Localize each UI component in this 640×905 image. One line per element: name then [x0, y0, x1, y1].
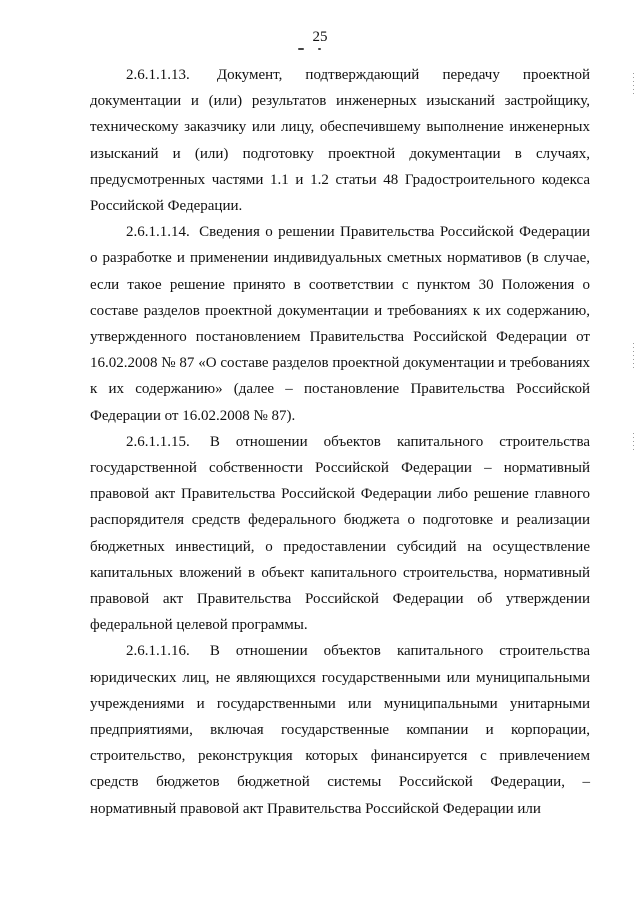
paragraph-text: В отношении объектов капитального строительства государственной собственности Российской Федерации – нормативный правовой акт Правительства Российской Федерации либо решение главного распорядителя средств федерального бюджета о подготовке и реализации бюджетных инвестиций, о предоставлении субсидий на осуществление капитальных вложений в объект капитального строительства, нормативный правовой акт Правительства Российской Федерации об утверждении федеральной целевой программы. — [90, 433, 591, 634]
paragraph-2-6-1-1-14 — [90, 219, 590, 429]
scan-edge-noise — [632, 340, 636, 368]
paragraph-text: Документ, подтверждающий передачу проектной документации и (или) результатов инженерных изысканий застройщику, техническому заказчику или лицу, обеспечившему выполнение инженерных изысканий и (или) подготовку проектной документации в случаях, предусмотренных частями 1.1 и 1.2 статьи 48 Градостроительного кодекса Российской Федерации. — [90, 67, 590, 215]
paragraph-2-6-1-1-16 — [90, 638, 590, 821]
paragraph-text: В отношении объектов капитального строительства юридических лиц, не являющихся государственными или муниципальными учреждениями и государственными или муниципальными унитарными предприятиями, включая государственные компании и корпорации, строительство, реконструкция которых финансируется с привлечением средств бюджетов бюджетной системы Российской Федерации, – нормативный правовой акт Правительства Российской Федерации или — [90, 643, 591, 817]
paragraph-number: 2.6.1.1.13. — [126, 67, 190, 83]
paragraph-2-6-1-1-13 — [90, 62, 590, 219]
scan-edge-noise — [632, 430, 636, 450]
scan-edge-noise — [632, 70, 636, 94]
paragraph-2-6-1-1-15 — [90, 429, 590, 639]
paragraph-number: 2.6.1.1.15. — [126, 433, 190, 450]
body-text — [90, 62, 590, 822]
paragraph-number: 2.6.1.1.14. — [126, 224, 190, 241]
scan-smudge — [298, 48, 324, 52]
paragraph-number: 2.6.1.1.16. — [126, 643, 190, 660]
paragraph-text: Сведения о решении Правительства Российской Федерации о разработке и применении индивидуальных сметных нормативов (в случае, если такое решение принято в соответствии с пунктом 30 Положения о составе разделов проектной документации и требованиях к их содержанию, утвержденного постановлением Правительства Российской Федерации от 16.02.2008 № 87 «О составе разделов проектной документации и требованиях к их содержанию» (далее – постановление Правительства Российской Федерации от 16.02.2008 № 87). — [90, 224, 590, 424]
page-number: 25 — [312, 29, 328, 45]
